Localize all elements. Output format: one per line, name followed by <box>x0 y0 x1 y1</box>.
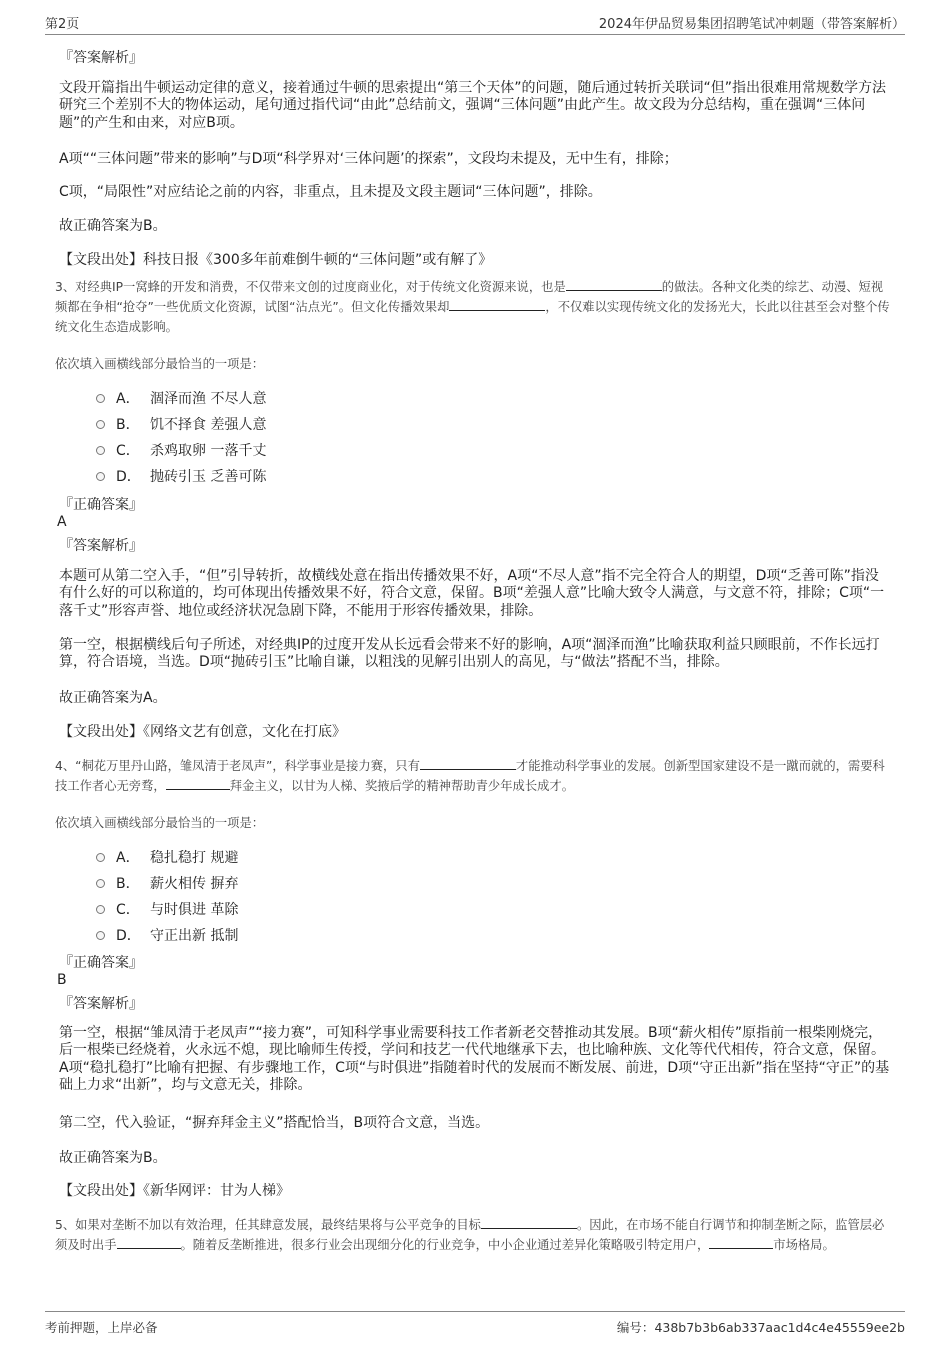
option-text: 涸泽而渔 不尽人意 <box>150 391 267 407</box>
q3-blank-2 <box>449 298 545 311</box>
q2-source: 【文段出处】科技日报《300多年前难倒牛顿的“三体问题”或有解了》 <box>59 252 493 268</box>
q5-stem-part-b: 。因此，在市场不能自行调节和抑制垄断之际，监管层必须及时出手 <box>55 1218 885 1252</box>
q3-option-a[interactable] <box>96 388 266 408</box>
q3-analysis-para1: 本题可从第二空入手，“但”引导转折，故横线处意在指出传播效果不好，A项“不尽人意”指不完全符合人的期望，D项“乏善可陈”指没有什么好的可以称道的，均可体现出传播效果不好，符合文意，保留。B项“差强人意”比喻大致令人满意，与文意不符，排除；C项“一落千丈”形容声誉、地位或经济状况急剧下降，不能用于形容传播效果，排除。 <box>59 568 885 619</box>
document-title: 2024年伊品贸易集团招聘笔试冲刺题（带答案解析） <box>598 17 905 32</box>
q3-analysis-label: 『答案解析』 <box>59 538 143 554</box>
q2-analysis-label: 『答案解析』 <box>59 50 143 66</box>
q3-analysis-para2: 第一空，根据横线后句子所述，对经典IP的过度开发从长远看会带来不好的影响，A项“涸泽而渔”比喻获取利益只顾眼前，不作长远打算，符合语境，当选。D项“抛砖引玉”比喻自谦，以粗浅的见解引出别人的高见，与“做法”搭配不当，排除。 <box>59 637 880 671</box>
option-text: 饥不择食 差强人意 <box>150 417 267 433</box>
q3-source: 【文段出处】《网络文艺有创意，文化在打底》 <box>59 724 346 740</box>
option-text: 抛砖引玉 乏善可陈 <box>150 469 267 485</box>
q3-option-b[interactable] <box>96 414 266 434</box>
option-letter: A． <box>116 850 140 866</box>
radio-icon[interactable] <box>96 446 105 455</box>
q3-answer: A <box>57 514 67 530</box>
q5-stem-part-a: 5、如果对垄断不加以有效治理，任其肆意发展，最终结果将与公平竞争的目标 <box>55 1218 481 1232</box>
radio-icon[interactable] <box>96 879 105 888</box>
q3-instruction: 依次填入画横线部分最恰当的一项是： <box>55 357 265 371</box>
option-letter: D． <box>116 469 141 485</box>
option-letter: B． <box>116 417 140 433</box>
q3-conclusion: 故正确答案为A。 <box>59 690 167 706</box>
q4-analysis-para2: 第二空，代入验证，“摒弃拜金主义”搭配恰当，B项符合文意，当选。 <box>59 1115 490 1131</box>
q4-option-b[interactable] <box>96 873 238 893</box>
option-text: 薪火相传 摒弃 <box>150 876 239 892</box>
option-letter: B． <box>116 876 140 892</box>
radio-icon[interactable] <box>96 472 105 481</box>
q2-analysis-para3: C项，“局限性”对应结论之前的内容，非重点，且未提及文段主题词“三体问题”，排除。 <box>59 184 602 200</box>
q3-blank-1 <box>566 278 662 291</box>
option-text: 稳扎稳打 规避 <box>150 850 239 866</box>
option-letter: D． <box>116 928 141 944</box>
q3-option-c[interactable] <box>96 440 266 460</box>
q5-stem <box>55 1215 895 1255</box>
option-letter: A． <box>116 391 140 407</box>
option-letter: C． <box>116 902 140 918</box>
q4-answer: B <box>57 972 67 988</box>
footer-slogan: 考前押题，上岸必备 <box>45 1320 158 1335</box>
q4-option-d[interactable] <box>96 925 238 945</box>
q5-blank-2 <box>117 1236 181 1249</box>
q3-answer-label: 『正确答案』 <box>59 497 143 513</box>
q2-analysis-para1: 文段开篇指出牛顿运动定律的意义，接着通过牛顿的思索提出“第三个天体”的问题，随后通过转折关联词“但”指出很难用常规数学方法研究三个差别不大的物体运动，尾句通过指代词“由此”总结前文，强调“三体问题”由此产生。故文段为分总结构，重在强调“三体问题”的产生和由来，对应B项。 <box>59 80 887 131</box>
q4-option-c[interactable] <box>96 899 238 919</box>
q5-blank-1 <box>481 1216 577 1229</box>
q4-analysis-para1: 第一空，根据“雏凤清于老凤声”“接力赛”，可知科学事业需要科技工作者新老交替推动其发展。B项“薪火相传”原指前一根柴刚烧完，后一根柴已经烧着，火永远不熄，现比喻师生传授，学问和技艺一代代地继承下去，也比喻种族、文化等代代相传，符合文意，保留。A项“稳扎稳打”比喻有把握、有步骤地工作，C项“与时俱进”指随着时代的发展而不断发展、前进，D项“守正出新”指在坚持“守正”的基础上力求“出新”，均与文意无关，排除。 <box>59 1025 890 1093</box>
q4-option-a[interactable] <box>96 847 238 867</box>
q3-stem-part-c: ，不仅难以实现传统文化的发扬光大，长此以往甚至会对整个传统文化生态造成影响。 <box>55 300 890 334</box>
radio-icon[interactable] <box>96 905 105 914</box>
document-id <box>617 1318 905 1336</box>
radio-icon[interactable] <box>96 420 105 429</box>
radio-icon[interactable] <box>96 394 105 403</box>
document-id-value: 438b7b3b6ab337aac1d4c4e45559ee2b <box>654 1320 905 1335</box>
document-id-label: 编号： <box>616 1320 655 1335</box>
q4-instruction: 依次填入画横线部分最恰当的一项是： <box>55 816 265 830</box>
q4-stem-part-b: 才能推动科学事业的发展。创新型国家建设不是一蹴而就的，需要科技工作者心无旁骛， <box>55 759 885 793</box>
q2-conclusion: 故正确答案为B。 <box>59 218 167 234</box>
q5-stem-part-c: 。随着反垄断推进，很多行业会出现细分化的行业竞争，中小企业通过差异化策略吸引特定用户， <box>180 1238 710 1252</box>
q3-stem-part-b: 的做法。各种文化类的综艺、动漫、短视频都在争相“抢夺”一些优质文化资源，试图“沾点光”。但文化传播效果却 <box>55 280 884 314</box>
option-letter: C． <box>116 443 140 459</box>
radio-icon[interactable] <box>96 931 105 940</box>
page-header <box>45 10 905 35</box>
option-text: 守正出新 抵制 <box>150 928 239 944</box>
q3-stem-part-a: 3、对经典IP一窝蜂的开发和消费，不仅带来文创的过度商业化，对于传统文化资源来说，也是 <box>55 280 566 294</box>
q4-blank-2 <box>166 777 230 790</box>
q4-source: 【文段出处】《新华网评：甘为人梯》 <box>59 1183 290 1199</box>
q4-blank-1 <box>420 757 516 770</box>
q4-analysis-label: 『答案解析』 <box>59 996 143 1012</box>
q4-answer-label: 『正确答案』 <box>59 955 143 971</box>
q3-stem <box>55 277 895 337</box>
q5-blank-3 <box>709 1236 773 1249</box>
page-footer <box>45 1311 905 1336</box>
option-text: 杀鸡取卵 一落千丈 <box>150 443 267 459</box>
option-text: 与时俱进 革除 <box>150 902 239 918</box>
q5-stem-part-d: 市场格局。 <box>773 1238 835 1252</box>
q3-option-d[interactable] <box>96 466 266 486</box>
radio-icon[interactable] <box>96 853 105 862</box>
q2-analysis-para2: A项““三体问题”带来的影响”与D项“科学界对‘三体问题’的探索”，文段均未提及，无中生有，排除； <box>59 151 678 167</box>
q4-stem <box>55 756 895 796</box>
q4-stem-part-c: 拜金主义，以甘为人梯、奖掖后学的精神帮助青少年成长成才。 <box>229 779 575 793</box>
q4-stem-part-a: 4、“桐花万里丹山路，雏凤清于老凤声”，科学事业是接力赛，只有 <box>55 759 420 773</box>
page-number: 第2页 <box>45 17 80 32</box>
q4-conclusion: 故正确答案为B。 <box>59 1150 167 1166</box>
